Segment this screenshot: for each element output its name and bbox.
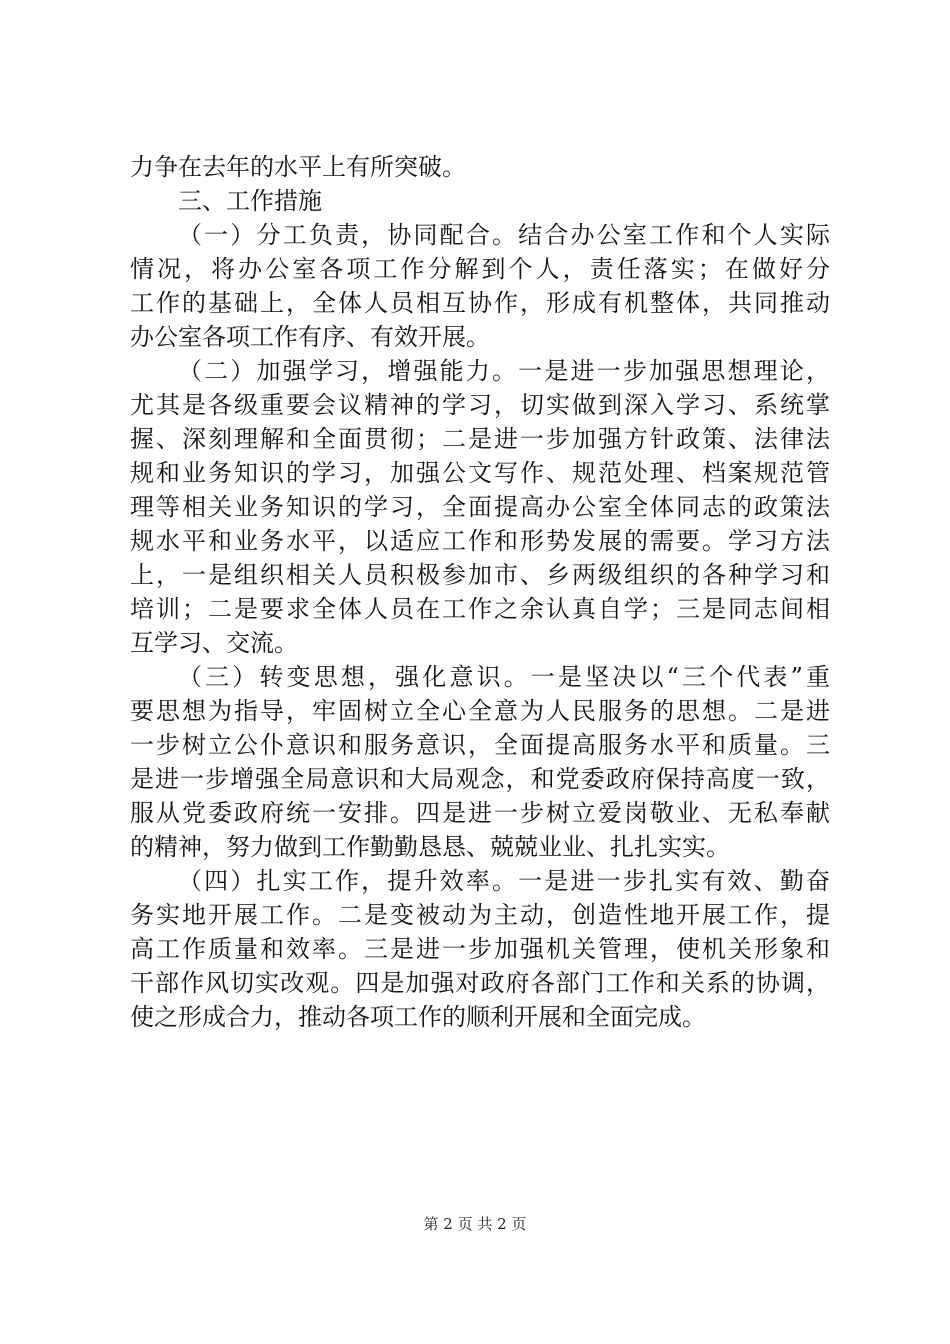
text-line: 上，一是组织相关人员积极参加市、乡两级组织的各种学习和	[130, 561, 830, 589]
text-line: （三）转变思想，强化意识。一是坚决以“三个代表”重	[178, 663, 830, 691]
text-line: （二）加强学习，增强能力。一是进一步加强思想理论，	[178, 357, 830, 385]
section-heading: 三、工作措施	[178, 187, 322, 215]
text-line: 的精神，努力做到工作勤勤恳恳、兢兢业业、扎扎实实。	[130, 833, 730, 861]
text-line: 高工作质量和效率。三是进一步加强机关管理，使机关形象和	[130, 935, 830, 963]
text-line: 情况，将办公室各项工作分解到个人，责任落实；在做好分	[130, 255, 830, 283]
text-line: 要思想为指导，牢固树立全心全意为人民服务的思想。二是进	[130, 697, 830, 725]
page-number-footer: 第 2 页 共 2 页	[423, 1215, 527, 1233]
text-line: 规和业务知识的学习，加强公文写作、规范处理、档案规范管	[130, 459, 830, 487]
text-line: 尤其是各级重要会议精神的学习，切实做到深入学习、系统掌	[130, 391, 830, 419]
text-line: 理等相关业务知识的学习，全面提高办公室全体同志的政策法	[130, 493, 830, 521]
text-line: 互学习、交流。	[130, 629, 298, 657]
text-line: 工作的基础上，全体人员相互协作，形成有机整体，共同推动	[130, 289, 830, 317]
text-line: （四）扎实工作，提升效率。一是进一步扎实有效、勤奋	[178, 867, 830, 895]
text-line: 服从党委政府统一安排。四是进一步树立爱岗敬业、无私奉献	[130, 799, 830, 827]
text-line: 力争在去年的水平上有所突破。	[130, 153, 466, 181]
text-line: 办公室各项工作有序、有效开展。	[130, 323, 490, 351]
text-line: 一步树立公仆意识和服务意识，全面提高服务水平和质量。三	[130, 731, 830, 759]
text-line: 是进一步增强全局意识和大局观念，和党委政府保持高度一致，	[130, 765, 830, 793]
text-line: 务实地开展工作。二是变被动为主动，创造性地开展工作，提	[130, 901, 830, 929]
text-line: 规水平和业务水平，以适应工作和形势发展的需要。学习方法	[130, 527, 830, 555]
text-line: （一）分工负责，协同配合。结合办公室工作和个人实际	[178, 221, 830, 249]
text-line: 使之形成合力，推动各项工作的顺利开展和全面完成。	[130, 1003, 706, 1031]
text-line: 培训；二是要求全体人员在工作之余认真自学；三是同志间相	[130, 595, 830, 623]
text-line: 干部作风切实改观。四是加强对政府各部门工作和关系的协调，	[130, 969, 830, 997]
text-line: 握、深刻理解和全面贯彻；二是进一步加强方针政策、法律法	[130, 425, 830, 453]
